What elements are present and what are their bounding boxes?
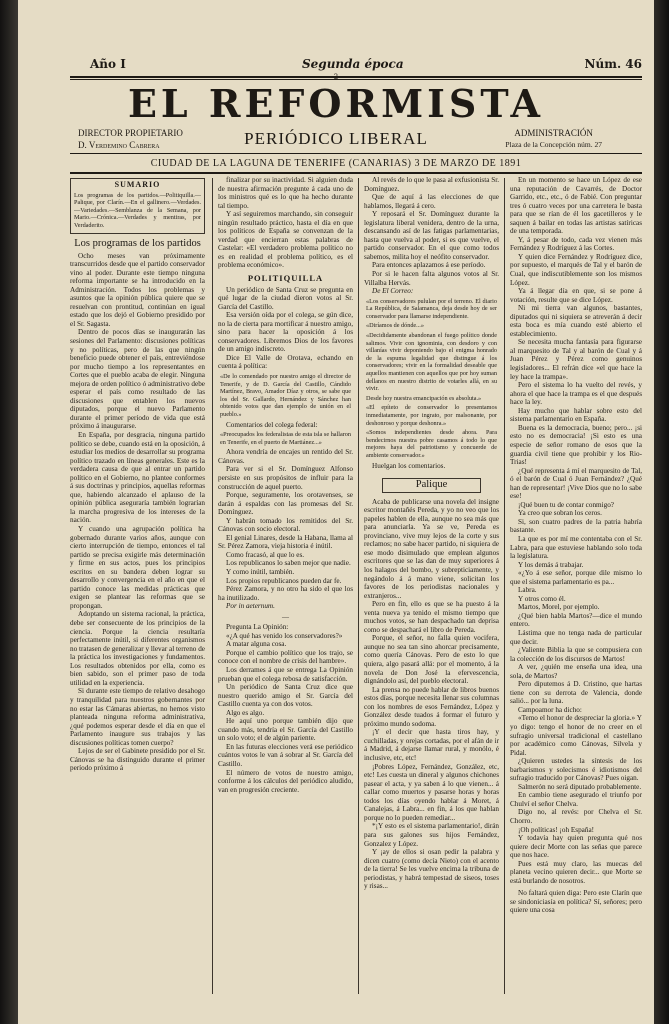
paragraph: Buena es la democracia, bueno; pero... ¡si esto no es democracia! ¡Si esto es una especie de señor romano de esos que la guardia civil tiene que prohibir y los Rio-Trias! [510, 423, 642, 467]
paragraph: «¿Yo á ese señor, porque dile mismo lo que el sistema parlamentario es pa... [510, 569, 642, 586]
right-page-shadow [654, 0, 669, 1024]
article-title-programas: Los programas de los partidos [74, 237, 201, 249]
summary-body: Los programas de los partidos.—Politiquilla.—Palique, por Clarín.—En el gallinero.—Verdades.—Variedades.—Semblanza de la Semana, por Mario.—Crónica.—Verdades y mentiras, por Verdaderito. [74, 191, 201, 229]
paragraph: Y cuando una agrupación política ha gobernado durante varios años, aunque con cierto interrupción de tiempo, entonces el tal partido se precisa exigirle más determinación y firme en sus actos, pues los principios escritos en su bandera deben lograr su desarrollo y convergencia en el año en que el partido conoce las medidas prácticas que exigen se plantear las reformas que se propongan. [70, 525, 205, 610]
column-1 [70, 176, 205, 996]
paragraph: ¿Valiente Biblia la que se compusiera con la colección de los discursos de Martos! [510, 646, 642, 663]
paragraph: En un momento se hace un López de ese una reputación de Cavarrés, de Doctor Garrido, etc., etc., ó de Fabié. Con preguntar tres ó cuatro veces por una carretera le basta para que se rían de él los gacetilleros y le saquen á bailar en todas las artistas satíricas de una temporada. [510, 176, 642, 236]
paragraph: Pero en fin, ello es que se ha puesto á la venta nueva ya tenido el mismo tiempo que muchos votos, se han despachado tan deprisa como se despachará el libro de Pereda. [364, 600, 499, 634]
paragraph: Al revés de lo que le pasa al exfusionista Sr. Domínguez. [364, 176, 499, 193]
paragraph: Martos, Morel, por ejemplo. [518, 603, 600, 612]
paragraph: Y todavía hay quien pregunta qué nos quiere decir Morte con las señas que parece que nos hace. [510, 834, 642, 860]
masthead-title: EL REFORMISTA [127, 81, 545, 126]
paragraph: Ocho meses van próximamente transcurridos desde que el partido conservador vino al poder. Durante este tiempo ninguna reforma importante se ha introducido en la Administración. Todos los problemas y asuntos que la opinión pública quiere que se resuelvan con prontitud, continúan en igual estado que los dejó el Gobierno presidido por el Sr. Sagasta. [70, 251, 205, 328]
paragraph: En España, por desgracia, ninguna partido político se debe, cuando está en la oposición, á estudiar los medios de desarrollar su programa político trazado en líneas generales. Este es la verdadera causa de que al entrar un partido político en el Gobierno, no plantee conformes á sus doctrinas y principios, aquellas reformas que, habiendo alcanzado el aplauso de la opinión pública aseguraría también lograrían la marcha progresiva de los intereses de la nación. [70, 431, 205, 525]
admin-address: Plaza de la Concepción núm. 27 [505, 140, 602, 149]
paragraph: Un periódico de Santa Cruz dice que nuestro querido amigo el Sr. García del Castillo cuenta ya con dos votos. [218, 683, 353, 709]
quote: «De lo comendado por nuestro amigo el director de Tenerife, y de D. García del Castillo, Cándido Martínez, Bravo, Amador Díaz y otros, se sabe que los del Sr. Gallardo, Hernández y Sánchez han obtenido votos que dan ejemplo de unión en el pueblo.» [220, 373, 351, 418]
paragraph: ¿Quieren ustedes la síntesis de los barbarismos y solecismos é idiotismos del sufragio traducido por Cánovas? Pues oigan. [510, 757, 642, 783]
separator: — [282, 612, 289, 621]
paragraph: He aquí uno porque también dijo que cuando más, tendría el Sr. García del Castillo un solo voto; el de algún pariente. [218, 717, 353, 743]
paragraph: ¿Qué representa á mí el marquesito de Tal, ó el barón de Cual ó Juan Fernández? ¿Qué han de representar! ¡Vive Dios que no lo sabe ese! [510, 466, 642, 501]
quote: «Decididamente abandonan el fuego político donde salimos. Vivir con ignominia, con desdoro y con villanías vivir deponiendo bajo el enigma honrado de la espuma legalidad que distingue á los conservadores; vivir en la formalidad deseable que aquellos mantienen con aquellos que por hoy suman dellanos en nuestro distrito de votarles allá, en su vivir. [366, 332, 497, 393]
paragraph: Y ¡ay de ellos si osan pedir la palabra y dicen cuatro (como decía Nieto) con el acento de la tierra! Se les vuelve encima la tribuna de periodistas, y habrá tempestad de siseos, toses y risas... [364, 848, 499, 891]
paragraph: De El Correo: [372, 287, 414, 296]
paragraph: A matar alguna cosa. [226, 640, 287, 649]
column-divider [212, 178, 213, 994]
quote: «El epíteto de conservador lo presentamos inmediatamente, por ingrato, por malsonante, por deshonroso y porque deshonra.» [366, 404, 497, 427]
paragraph: La que es por mí me contentaba con el Sr. Labra, para que estuviese hablando solo toda la legislatura. [510, 534, 642, 561]
quote: «Preocupados los federalistas de esta isla se hallaron en Tenerife, en el puerto de Martiánez...» [220, 431, 351, 446]
paragraph: finalizar por su inactividad. Si alguien duda de nuestra afirmación pregunte á cada uno de los ministros qué es lo que ha hecho durante tal tiempo. [218, 176, 353, 210]
paragraph: Esa versión oída por el colega, se gún dice, no la de cierta para mortificar á nuestro amigo, sino para hacer la oposición á los conservadores. Libremos Dios de los favores de un amigo indiscreto. [218, 311, 353, 354]
paragraph: Adoptando un sistema racional, la práctica, debe ser consecuente de los principios de la ciencia. Porque la ciencia resultaría perfectamente inútil, si diferentes organismos no tratasen de generalizar y llevar al terreno de la práctica los investigaciones y fundamentos. Los resultados obtenidos por ella, como es bien sabido, son el primer paso de toda utilidad en la experiencia. [70, 610, 205, 687]
admin-label: ADMINISTRACIÓN [514, 128, 593, 138]
paragraph: Huelgan los comentarios. [372, 461, 446, 470]
paragraph: Y otros como él. [518, 594, 566, 603]
year-label: Año I [90, 57, 126, 71]
paragraph: Lástima que no tenga nada de particular que decir. [510, 628, 642, 646]
paragraph: Porque el cambio político que los trajo, se conoce con el nombre de crisis del hambre». [218, 648, 353, 666]
paragraph: Dentro de pocos días se inaugurarán las sesiones del Parlamento: discusiones políticas y no políticas, pero de las que ningún beneficio puede obtener el país, entreviéndose por mucho tiempo a los representantes en Cortes que el pueblo acaba de elegir. Ninguna mejora de orden político ó administrativo debe esperar el país como resultado de las discusiones que entablen los nuevos diputados, porque el nuevo Parlamento durante el primer período de vida que está próximo á inaugurarse. [70, 328, 205, 431]
column-4 [510, 176, 642, 996]
article-title-palique: Palique [382, 478, 481, 493]
column-3 [364, 176, 499, 996]
paragraph: Dice El Valle de Orotava, echando en cuenta á política: [218, 353, 353, 371]
paragraph: En cambio tiene asegurado el triunfo por Chulví el señor Chelva. [510, 791, 642, 808]
paragraph: Que de aquí á las elecciones de que hablamos, llegará á cero. [364, 193, 499, 210]
paragraph: La prensa no puede hablar de libros buenos estos días, porque necesita llenar sus columnas con los nombres de esos Fernández, López y González desde tuados á formar el futuro y próximo mundo sodoma. [364, 685, 499, 728]
paragraph: En las futuras elecciones verá ese periódico cuántos votos le van á sobrar al Sr. García del Castillo. [218, 742, 353, 769]
masthead-subtitle: PERIÓDICO LIBERAL [244, 129, 428, 148]
paragraph: El genial Linares, desde la Habana, llama al Sr. Pérez Zamora, vieja historia é inútil. [218, 533, 353, 551]
paragraph: Acaba de publicarse una novela del insigne escritor montañés Pereda, y yo no veo que los papeles hablen de ella, aunque no sea más que para anunciarla. Ya se ve, Pereda es provinciano, vive muy lejos de la corte y sus reclamos; no sabe hacer partido, ni siquiera de ese modo disimulado que emplean algunos escritores que se las dan de muy superiores á los halagos del bombo, y subrepticiamente, y negándolo á á mano viene, solicitan los favores de los periodistas nacionales y extranjeros... [364, 497, 499, 600]
paragraph: Campoamor ha dicho: [518, 705, 582, 714]
summary-title: SUMARIO [114, 180, 161, 189]
columns-area [70, 176, 642, 996]
column-2 [218, 176, 353, 996]
paragraph: Para entonces aplazamos á ese período. [372, 261, 486, 270]
header-info-row [70, 57, 642, 73]
paragraph: Salmerón no será diputado probablemente. [518, 782, 642, 791]
newspaper-page [18, 0, 654, 1024]
paragraph: Pero el sistema lo ha vuelto del revés, y ahora el que hace la trampa es el que después hace la ley. [510, 381, 642, 407]
paragraph: Y reposará el Sr. Domínguez durante la legislatura liberal venidera, dentro de la urna, descansando así de las fatigas parlamentarias, hasta que vuelva al poder, si es que vuelve, el partido conservador. En el que como todos sabemos, milita hoy el neófito conservador. [364, 210, 499, 261]
paragraph: Y los demás á trabajar. [518, 560, 584, 569]
paragraph: Labra. [518, 586, 537, 595]
quote: Desde hoy nuestra emancipación es absoluta.» [366, 394, 482, 402]
dateline: CIUDAD DE LA LAGUNA DE TENERIFE (CANARIAS) 3 DE MARZO DE 1891 [150, 158, 522, 169]
paragraph: Los republicanos lo saben mejor que nadie. [226, 559, 351, 568]
quote: «Los conservadores pululan por el terreno. El diario La República, de Salamanca, deja desde hoy de ser conservador para llamarse independiente. [366, 297, 497, 320]
paragraph: Pérez Zamora, y no otro ha sido el que los ha inutilizado. [218, 585, 353, 602]
paragraph: ¿Qué bien habla Martos?—dice el mundo entero. [510, 611, 642, 629]
paragraph: Ya á llegar día en que, si se pone á votación, resulte que se dice López. [510, 287, 642, 304]
director-name: D. Verdemino Cabrera [78, 140, 160, 150]
dateline-rule-bottom [70, 172, 642, 174]
dateline-rule-top [70, 153, 642, 154]
director-label: DIRECTOR PROPIETARIO [78, 128, 183, 138]
paragraph: Para ver si el Sr. Domínguez Alfonso persiste en sus propósitos de influir para la construcción de aquel puerto. [218, 465, 353, 491]
paragraph: Pues está muy claro, las muecas del planeta vecino quieren decir... que Morte se está burlando de nosotros. [510, 859, 642, 885]
paragraph: Se necesita mucha fantasía para figurarse al marquesito de Tal y al barón de Cual y á Juan Pérez y Pérez como genuinos legisladores... El refrán dice «el que hace la ley hace la trampa». [510, 338, 642, 381]
paragraph: Como fracasó, al que lo es. [226, 550, 305, 559]
paragraph: Si durante este tiempo de relativo desahogo y tranquilidad para nuestros gobernantes por no estar las Cámaras abiertas, no hemos visto planteada ninguna reforma administrativa, ¿qué podemos esperar desde el día en que el Parlamento inaugure sus trabajos y las discusiones políticas tomen cuerpo? [70, 687, 205, 747]
paragraph: Algo es algo. [226, 708, 265, 717]
paragraph: «¿A qué has venido los conservadores?» [226, 631, 343, 640]
quote: «Diríamos de dónde...» [366, 322, 424, 330]
paragraph: «Temo el honor de despreciar la gloria.» Y yo digo: tengo el honor de no creer en el sufragio universal tradicional el castellano por académico como Cánovas, Silvela y Pidal. [510, 714, 642, 757]
article-title-politiquilla: POLITIQUILLA [247, 273, 324, 284]
paragraph: Porque, seguramente, los orotavenses, se darán á espaldas con las promesas del Sr. Domínguez. [218, 491, 353, 517]
paragraph: Por si le hacen falta algunos votos al Sr. Villalba Hervás. [364, 270, 499, 287]
paragraph: Porque, el señor, no falla quien vocifera, aunque no sea tan sino ahorcar precisamente, como quería Cánovas. Pero de esto lo que quiera, algo pasará allá: por el momento, á la novela de Don José la efervescencia, dignándolo así, del pueblo electoral. [364, 634, 499, 686]
paragraph: *¡Y esto es el sistema parlamentario!, dirán para sus galones sus hijos Fernández, Gonzalez y López. [364, 822, 499, 848]
paragraph: Y, á pesar de todo, cada vez vienen más Fernández y Rodríguez á las Cortes. [510, 235, 642, 253]
paragraph: Si, son cuatro padres de la patria habría bastante. [510, 517, 642, 535]
paragraph: ¡Oh políticas! ¡oh España! [518, 825, 595, 834]
column-divider [358, 178, 359, 994]
quote: «Somos independientes desde ahora. Para bendecirnos nuestra pobre casamos á todo lo que mejores haya del patriotismo y concuerde de ambiente conservador.» [366, 429, 497, 459]
paragraph: Por in aeternum. [226, 602, 275, 611]
paragraph: Pregunta La Opinión: [226, 623, 289, 632]
paragraph: Ahora vendría de encajes un rentido del Sr. Cánovas. [218, 448, 353, 465]
paragraph: ¡Qué buen tu de contar conmigo? [518, 500, 614, 509]
paragraph: Pero diputemos á D. Cristino, que hartas tiene con su derrota de Valencia, donde salió... por la luna. [510, 680, 642, 706]
epoch-label: Segunda época [302, 57, 404, 71]
summary-box [70, 178, 205, 234]
paragraph: Y habrán tomado los remitidos del Sr. Cánovas con socio electoral. [218, 516, 353, 534]
column-divider [504, 178, 505, 994]
paragraph: ¡Y el decir que hasta tiros hay, y cuchilladas, y orejas cortadas, por el afán de ir á Madrid, á dejarse llamar rural, y monólo, é inclusive, etc, etc! [364, 728, 499, 763]
paragraph: Ni mi tierra van algunos, bastantes, diputados qui ni siquiera se atreverán á decir esta boca es mía cuando esté abierto el establecimiento. [510, 304, 642, 338]
paragraph: Ya creo que sobran los ceros. [518, 509, 602, 518]
paragraph: Un periódico de Santa Cruz se pregunta en qué lugar de la ciudad dieron votos al Sr. García del Castillo. [218, 285, 353, 311]
paragraph: Y quien dice Fernández y Rodríguez dice, por supuesto, el marqués de Tal y el barón de Cual, que indiscutiblemente son los mismos López. [510, 252, 642, 287]
issue-number: Núm. 46 [584, 57, 642, 71]
admin-block [505, 127, 602, 151]
paragraph: ¡Pobres López, Fernández, González, etc, etc! Les cuesta un dineral y algunos chichones pasear el acta, y ya saben á lo que vienen... á callar como muertos y pasarse horas y horas todos los días oyendo hablar á Moret, á Canalejas, á Labra... en fin, á los que hablan porque no lo pueden remediar... [364, 762, 499, 822]
paragraph: Y como inútil, también. [226, 567, 295, 576]
paragraph: Comentarios del colega federal: [226, 420, 318, 429]
page-mark: 2 [333, 73, 339, 81]
paragraph: A ver, ¿quién me enseña una idea, una sola, de Martos? [510, 663, 642, 680]
paragraph: No faltará quien diga: Pero este Clarín que se sindoniciasía en política? Sí, señores; pero quiere una cosa [510, 889, 642, 915]
paragraph: Hay mucho que hablar sobre esto del sistema parlamentario en España. [510, 406, 642, 424]
paragraph: Lejos de ser el Gabinete presidido por el Sr. Cánovas se ha distinguido durante el primer período próximo á [70, 747, 205, 773]
paragraph: Y así seguiremos marchando, sin conseguir ningún resultado práctico, hasta el día en que los políticos de España se convenzan de la verdad que encierran estas palabras de Castelar: «El verdadero problema político no es en realidad el problema político, es el problema económico». [218, 210, 353, 270]
paragraph: El número de votos de nuestro amigo, conforme á los cálculos del periódico aludido, van en progresión creciente. [218, 768, 353, 794]
paragraph: Los propios republicanos pueden dar fe. [226, 576, 342, 585]
left-page-shadow [0, 0, 18, 1024]
paragraph: Los derrames á que se entrega La Opinión prueban que el colega rebosa de satisfacción. [218, 666, 353, 683]
paragraph: Digo no, al revés: por Chelva el Sr. Chorro. [510, 808, 642, 826]
